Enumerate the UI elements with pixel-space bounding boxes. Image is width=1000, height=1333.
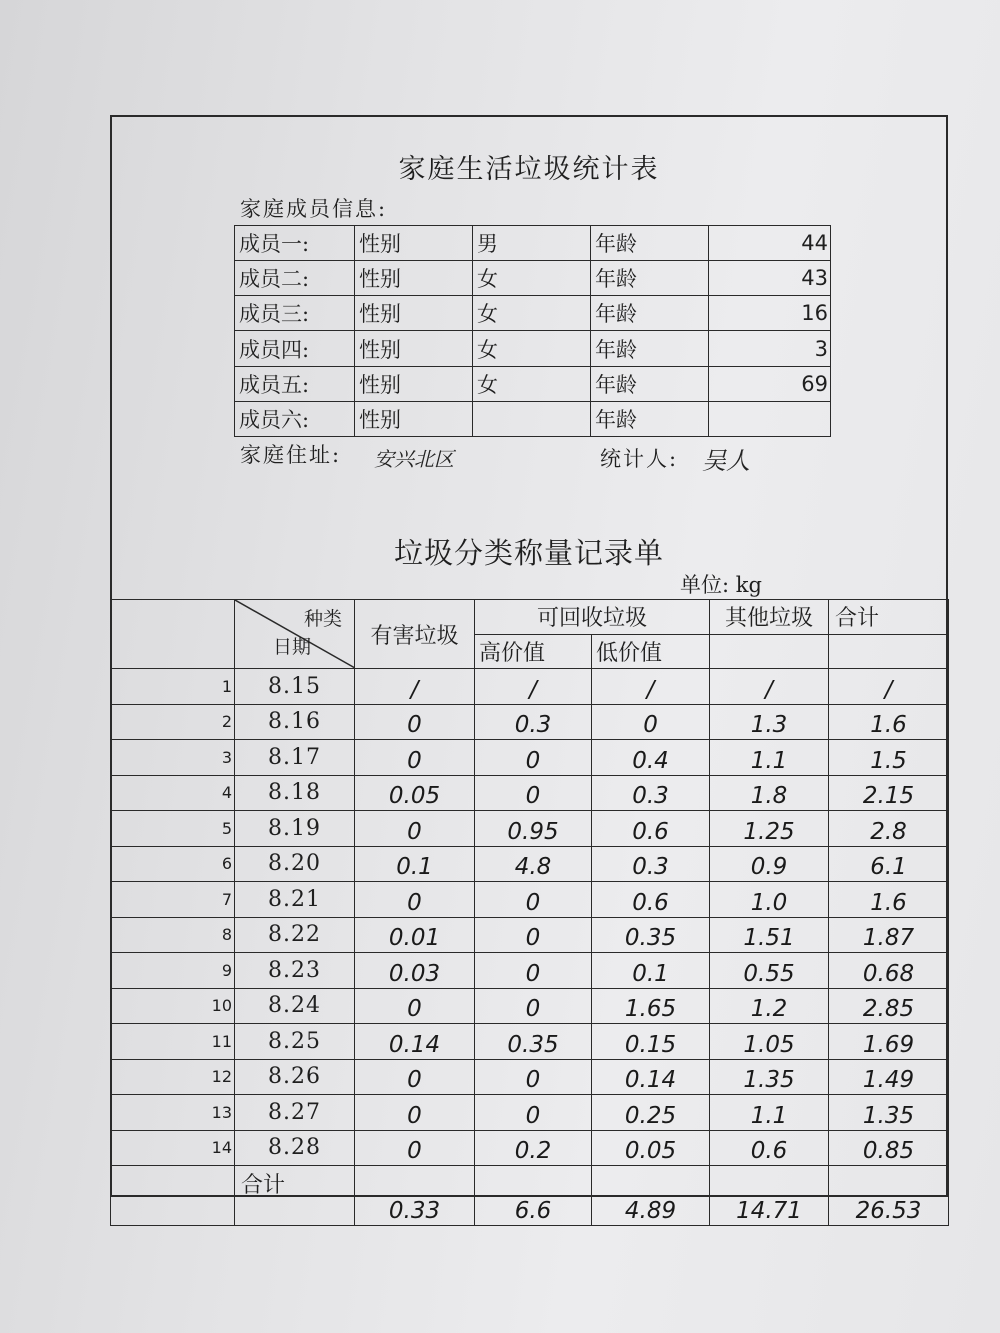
date-cell: 8.22	[235, 917, 355, 953]
age-value: 69	[709, 366, 831, 401]
other-cell: 1.25	[710, 811, 829, 847]
other-cell: 1.1	[710, 740, 829, 776]
low-value-cell: 0.6	[592, 882, 710, 918]
total-cell: 6.1	[829, 846, 949, 882]
totals-label: 合计	[235, 1166, 355, 1226]
row-number: 2	[111, 704, 235, 740]
member-row	[235, 331, 831, 366]
low-value-cell: 0.3	[592, 775, 710, 811]
sex-label: 性别	[355, 366, 473, 401]
high-value-cell: 4.8	[475, 846, 592, 882]
form-sheet	[110, 115, 948, 1224]
low-value-cell: 0.4	[592, 740, 710, 776]
header-other: 其他垃圾	[710, 600, 829, 635]
header-hazardous: 有害垃圾	[355, 600, 475, 669]
hazardous-cell: 0.05	[355, 775, 475, 811]
high-value-cell: 0	[475, 1095, 592, 1131]
high-value-cell: 0.95	[475, 811, 592, 847]
other-cell: 1.35	[710, 1059, 829, 1095]
header-low-value: 低价值	[592, 634, 710, 669]
kind-label: 种类	[303, 608, 342, 630]
unit-label: 单位: kg	[680, 573, 762, 597]
member-label: 成员五:	[235, 366, 355, 401]
statistician-label: 统计人:	[600, 447, 679, 471]
low-value-cell: 0.6	[592, 811, 710, 847]
members-table	[234, 225, 831, 437]
sex-value: 女	[473, 296, 591, 331]
member-label: 成员六:	[235, 401, 355, 436]
low-value-cell: 0.15	[592, 1024, 710, 1060]
low-value-cell: /	[592, 669, 710, 705]
total-cell: 2.8	[829, 811, 949, 847]
row-number: 1	[111, 669, 235, 705]
high-value-cell: 0	[475, 988, 592, 1024]
age-value: 43	[709, 261, 831, 296]
diagonal-header-cell	[235, 600, 355, 669]
table-row	[111, 775, 949, 811]
header-high-value: 高价值	[475, 634, 592, 669]
age-label: 年龄	[591, 401, 709, 436]
totals-blank	[111, 1166, 235, 1226]
table-row	[111, 740, 949, 776]
table-row	[111, 704, 949, 740]
waste-table	[110, 599, 949, 1226]
header-blank	[111, 600, 235, 669]
low-value-cell: 0	[592, 704, 710, 740]
members-heading: 家庭成员信息:	[240, 197, 388, 221]
other-cell: 0.9	[710, 846, 829, 882]
table-row	[111, 953, 949, 989]
high-value-cell: /	[475, 669, 592, 705]
date-cell: 8.16	[235, 704, 355, 740]
sex-value: 女	[473, 261, 591, 296]
date-cell: 8.28	[235, 1130, 355, 1166]
row-number: 14	[111, 1130, 235, 1166]
other-cell: /	[710, 669, 829, 705]
member-label: 成员二:	[235, 261, 355, 296]
date-label: 日期	[273, 636, 312, 658]
age-label: 年龄	[591, 331, 709, 366]
member-row	[235, 366, 831, 401]
total-cell: 1.69	[829, 1024, 949, 1060]
sex-value	[473, 401, 591, 436]
hazardous-cell: 0.01	[355, 917, 475, 953]
hazardous-cell: 0.14	[355, 1024, 475, 1060]
table-row	[111, 1024, 949, 1060]
sex-label: 性别	[355, 331, 473, 366]
row-number: 11	[111, 1024, 235, 1060]
date-cell: 8.21	[235, 882, 355, 918]
age-value: 44	[709, 226, 831, 261]
member-row	[235, 261, 831, 296]
sex-label: 性别	[355, 226, 473, 261]
high-value-cell: 0.2	[475, 1130, 592, 1166]
low-value-cell: 0.05	[592, 1130, 710, 1166]
low-value-cell: 0.25	[592, 1095, 710, 1131]
header-total-blank	[829, 634, 949, 669]
hazardous-cell: 0	[355, 1130, 475, 1166]
date-cell: 8.27	[235, 1095, 355, 1131]
member-row	[235, 296, 831, 331]
row-number: 10	[111, 988, 235, 1024]
hazardous-cell: /	[355, 669, 475, 705]
totals-high: 6.6	[475, 1166, 592, 1226]
total-cell: 2.15	[829, 775, 949, 811]
high-value-cell: 0	[475, 953, 592, 989]
date-cell: 8.15	[235, 669, 355, 705]
totals-low: 4.89	[592, 1166, 710, 1226]
header-other-blank	[710, 634, 829, 669]
age-value	[709, 401, 831, 436]
sex-value: 女	[473, 331, 591, 366]
header-row-1	[111, 600, 949, 635]
age-label: 年龄	[591, 261, 709, 296]
total-cell: 1.6	[829, 704, 949, 740]
age-label: 年龄	[591, 366, 709, 401]
other-cell: 0.6	[710, 1130, 829, 1166]
header-recyclable: 可回收垃圾	[475, 600, 710, 635]
high-value-cell: 0	[475, 917, 592, 953]
member-row	[235, 401, 831, 436]
row-number: 12	[111, 1059, 235, 1095]
sex-label: 性别	[355, 261, 473, 296]
statistician-value: 吴人	[702, 447, 750, 475]
other-cell: 1.05	[710, 1024, 829, 1060]
high-value-cell: 0	[475, 882, 592, 918]
hazardous-cell: 0	[355, 1059, 475, 1095]
high-value-cell: 0.3	[475, 704, 592, 740]
sex-value: 男	[473, 226, 591, 261]
sex-value: 女	[473, 366, 591, 401]
member-label: 成员三:	[235, 296, 355, 331]
row-number: 4	[111, 775, 235, 811]
low-value-cell: 0.14	[592, 1059, 710, 1095]
total-cell: 1.5	[829, 740, 949, 776]
hazardous-cell: 0	[355, 704, 475, 740]
table-row	[111, 917, 949, 953]
table-row	[111, 988, 949, 1024]
other-cell: 1.2	[710, 988, 829, 1024]
date-cell: 8.23	[235, 953, 355, 989]
age-value: 16	[709, 296, 831, 331]
totals-hazardous: 0.33	[355, 1166, 475, 1226]
sex-label: 性别	[355, 401, 473, 436]
hazardous-cell: 0	[355, 1095, 475, 1131]
record-title: 垃圾分类称量记录单	[393, 536, 664, 570]
hazardous-cell: 0	[355, 988, 475, 1024]
member-label: 成员四:	[235, 331, 355, 366]
totals-total: 26.53	[829, 1166, 949, 1226]
total-cell: 1.49	[829, 1059, 949, 1095]
address-value: 安兴北区	[374, 447, 454, 471]
other-cell: 1.51	[710, 917, 829, 953]
table-row	[111, 1130, 949, 1166]
other-cell: 1.0	[710, 882, 829, 918]
low-value-cell: 0.3	[592, 846, 710, 882]
member-row	[235, 226, 831, 261]
date-cell: 8.25	[235, 1024, 355, 1060]
totals-other: 14.71	[710, 1166, 829, 1226]
row-number: 3	[111, 740, 235, 776]
table-row	[111, 811, 949, 847]
date-cell: 8.19	[235, 811, 355, 847]
age-value: 3	[709, 331, 831, 366]
age-label: 年龄	[591, 296, 709, 331]
table-row	[111, 1059, 949, 1095]
other-cell: 1.3	[710, 704, 829, 740]
row-number: 8	[111, 917, 235, 953]
hazardous-cell: 0.03	[355, 953, 475, 989]
total-cell: 2.85	[829, 988, 949, 1024]
date-cell: 8.26	[235, 1059, 355, 1095]
address-label: 家庭住址:	[240, 443, 342, 467]
table-row	[111, 1095, 949, 1131]
row-number: 9	[111, 953, 235, 989]
hazardous-cell: 0.1	[355, 846, 475, 882]
low-value-cell: 1.65	[592, 988, 710, 1024]
other-cell: 1.8	[710, 775, 829, 811]
totals-row	[111, 1166, 949, 1226]
other-cell: 1.1	[710, 1095, 829, 1131]
total-cell: /	[829, 669, 949, 705]
date-cell: 8.18	[235, 775, 355, 811]
member-label: 成员一:	[235, 226, 355, 261]
table-row	[111, 882, 949, 918]
high-value-cell: 0	[475, 775, 592, 811]
low-value-cell: 0.35	[592, 917, 710, 953]
high-value-cell: 0.35	[475, 1024, 592, 1060]
total-cell: 1.35	[829, 1095, 949, 1131]
date-cell: 8.24	[235, 988, 355, 1024]
date-cell: 8.20	[235, 846, 355, 882]
row-number: 13	[111, 1095, 235, 1131]
date-cell: 8.17	[235, 740, 355, 776]
row-number: 6	[111, 846, 235, 882]
row-number: 5	[111, 811, 235, 847]
other-cell: 0.55	[710, 953, 829, 989]
table-row	[111, 669, 949, 705]
hazardous-cell: 0	[355, 811, 475, 847]
age-label: 年龄	[591, 226, 709, 261]
high-value-cell: 0	[475, 740, 592, 776]
header-total: 合计	[829, 600, 949, 635]
hazardous-cell: 0	[355, 740, 475, 776]
total-cell: 1.87	[829, 917, 949, 953]
hazardous-cell: 0	[355, 882, 475, 918]
total-cell: 1.6	[829, 882, 949, 918]
sex-label: 性别	[355, 296, 473, 331]
total-cell: 0.85	[829, 1130, 949, 1166]
row-number: 7	[111, 882, 235, 918]
form-title: 家庭生活垃圾统计表	[398, 154, 660, 185]
table-row	[111, 846, 949, 882]
total-cell: 0.68	[829, 953, 949, 989]
low-value-cell: 0.1	[592, 953, 710, 989]
high-value-cell: 0	[475, 1059, 592, 1095]
